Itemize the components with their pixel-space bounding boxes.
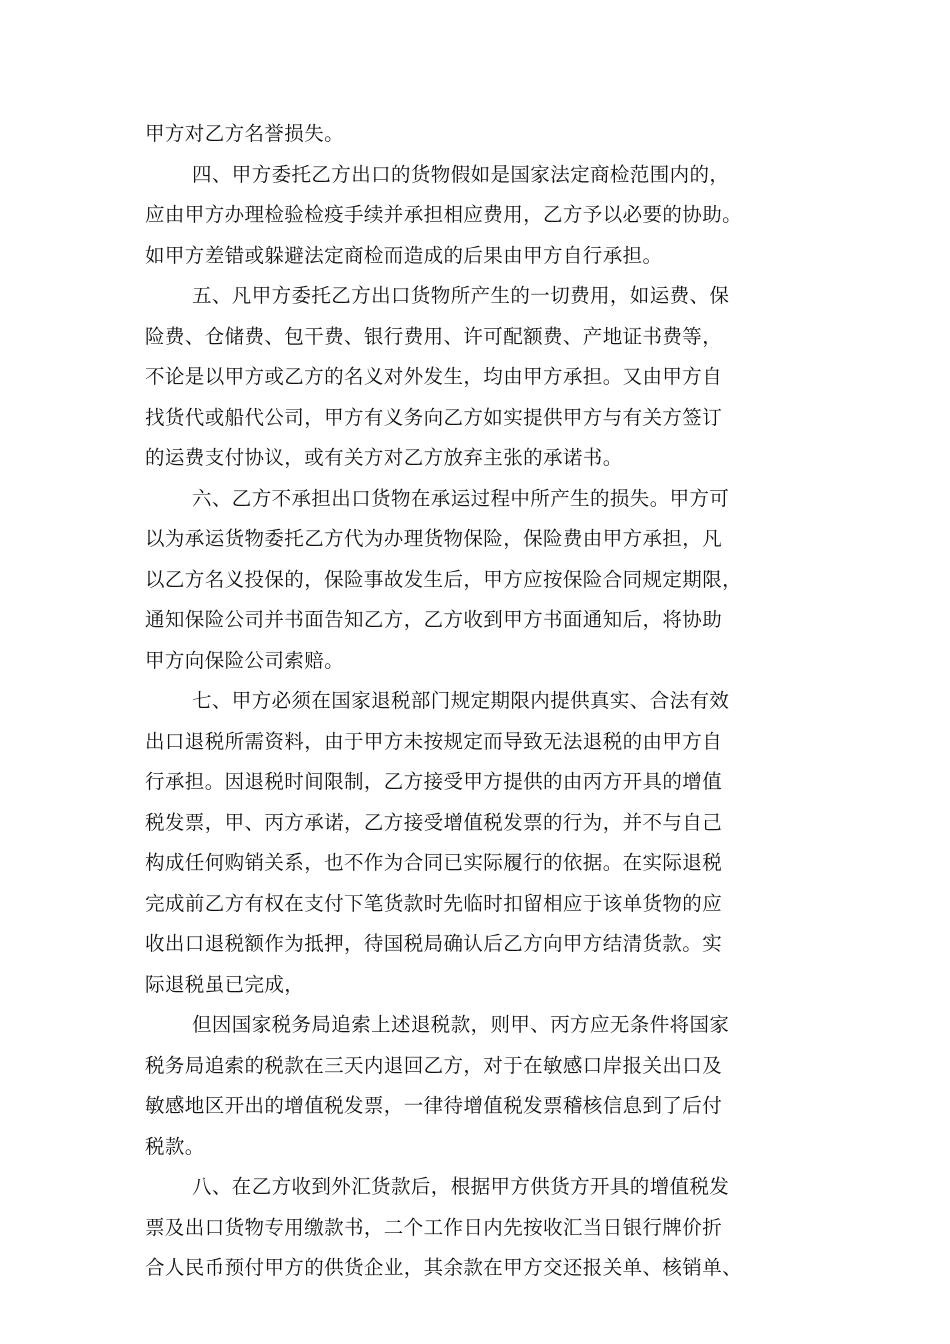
text-line: 税款。 <box>145 1134 205 1158</box>
text-line: 通知保险公司并书面告知乙方，乙方收到甲方书面通知后，将协助 <box>145 608 723 631</box>
text-line: 甲方向保险公司索赔。 <box>145 648 345 672</box>
text-line: 甲方对乙方名誉损失。 <box>145 122 345 145</box>
text-line: 的运费支付协议，或有关方对乙方放弃主张的承诺书。 <box>145 446 623 469</box>
clause-5-start: 五、凡甲方委托乙方出口货物所产生的一切费用，如运费、保 <box>192 284 730 307</box>
text-line: 税发票，甲、丙方承诺，乙方接受增值税发票的行为，并不与自己 <box>145 810 723 834</box>
text-line: 票及出口货物专用缴款书，二个工作日内先按收汇当日银行牌价折 <box>145 1215 723 1239</box>
text-line: 以为承运货物委托乙方代为办理货物保险，保险费由甲方承担，凡 <box>145 527 723 550</box>
clause-6-start: 六、乙方不承担出口货物在承运过程中所产生的损失。甲方可 <box>192 486 730 510</box>
text-line: 出口退税所需资料，由于甲方未按规定而导致无法退税的由甲方自 <box>145 729 723 753</box>
paragraph-start: 但因国家税务局追索上述退税款，则甲、丙方应无条件将国家 <box>192 1013 730 1036</box>
clause-4-start: 四、甲方委托乙方出口的货物假如是国家法定商检范围内的， <box>192 162 730 186</box>
text-line: 不论是以甲方或乙方的名义对外发生，均由甲方承担。又由甲方自 <box>145 365 723 388</box>
text-line: 合人民币预付甲方的供货企业，其余款在甲方交还报关单、核销单、 <box>145 1256 743 1279</box>
clause-8-start: 八、在乙方收到外汇货款后，根据甲方供货方开具的增值税发 <box>192 1175 730 1198</box>
text-line: 税务局追索的税款在三天内退回乙方，对于在敏感口岸报关出口及 <box>145 1053 723 1077</box>
text-line: 构成任何购销关系，也不作为合同已实际履行的依据。在实际退税 <box>145 851 723 874</box>
text-line: 应由甲方办理检验检疫手续并承担相应费用，乙方予以必要的协助。 <box>145 203 743 226</box>
text-line: 以乙方名义投保的，保险事故发生后，甲方应按保险合同规定期限， <box>145 567 743 591</box>
text-line: 收出口退税额作为抵押，待国税局确认后乙方向甲方结清货款。实 <box>145 932 723 955</box>
text-line: 险费、仓储费、包干费、银行费用、许可配额费、产地证书费等， <box>145 324 723 348</box>
text-line: 敏感地区开出的增值税发票，一律待增值税发票稽核信息到了后付 <box>145 1094 723 1117</box>
text-line: 行承担。因退税时间限制，乙方接受甲方提供的由丙方开具的增值 <box>145 770 723 793</box>
text-line: 际退税虽已完成， <box>145 972 305 996</box>
text-line: 完成前乙方有权在支付下笔货款时先临时扣留相应于该单货物的应 <box>145 891 723 915</box>
text-line: 找货代或船代公司，甲方有义务向乙方如实提供甲方与有关方签订 <box>145 405 723 429</box>
text-line: 如甲方差错或躲避法定商检而造成的后果由甲方自行承担。 <box>145 243 663 267</box>
clause-7-start: 七、甲方必须在国家退税部门规定期限内提供真实、合法有效 <box>192 689 730 712</box>
